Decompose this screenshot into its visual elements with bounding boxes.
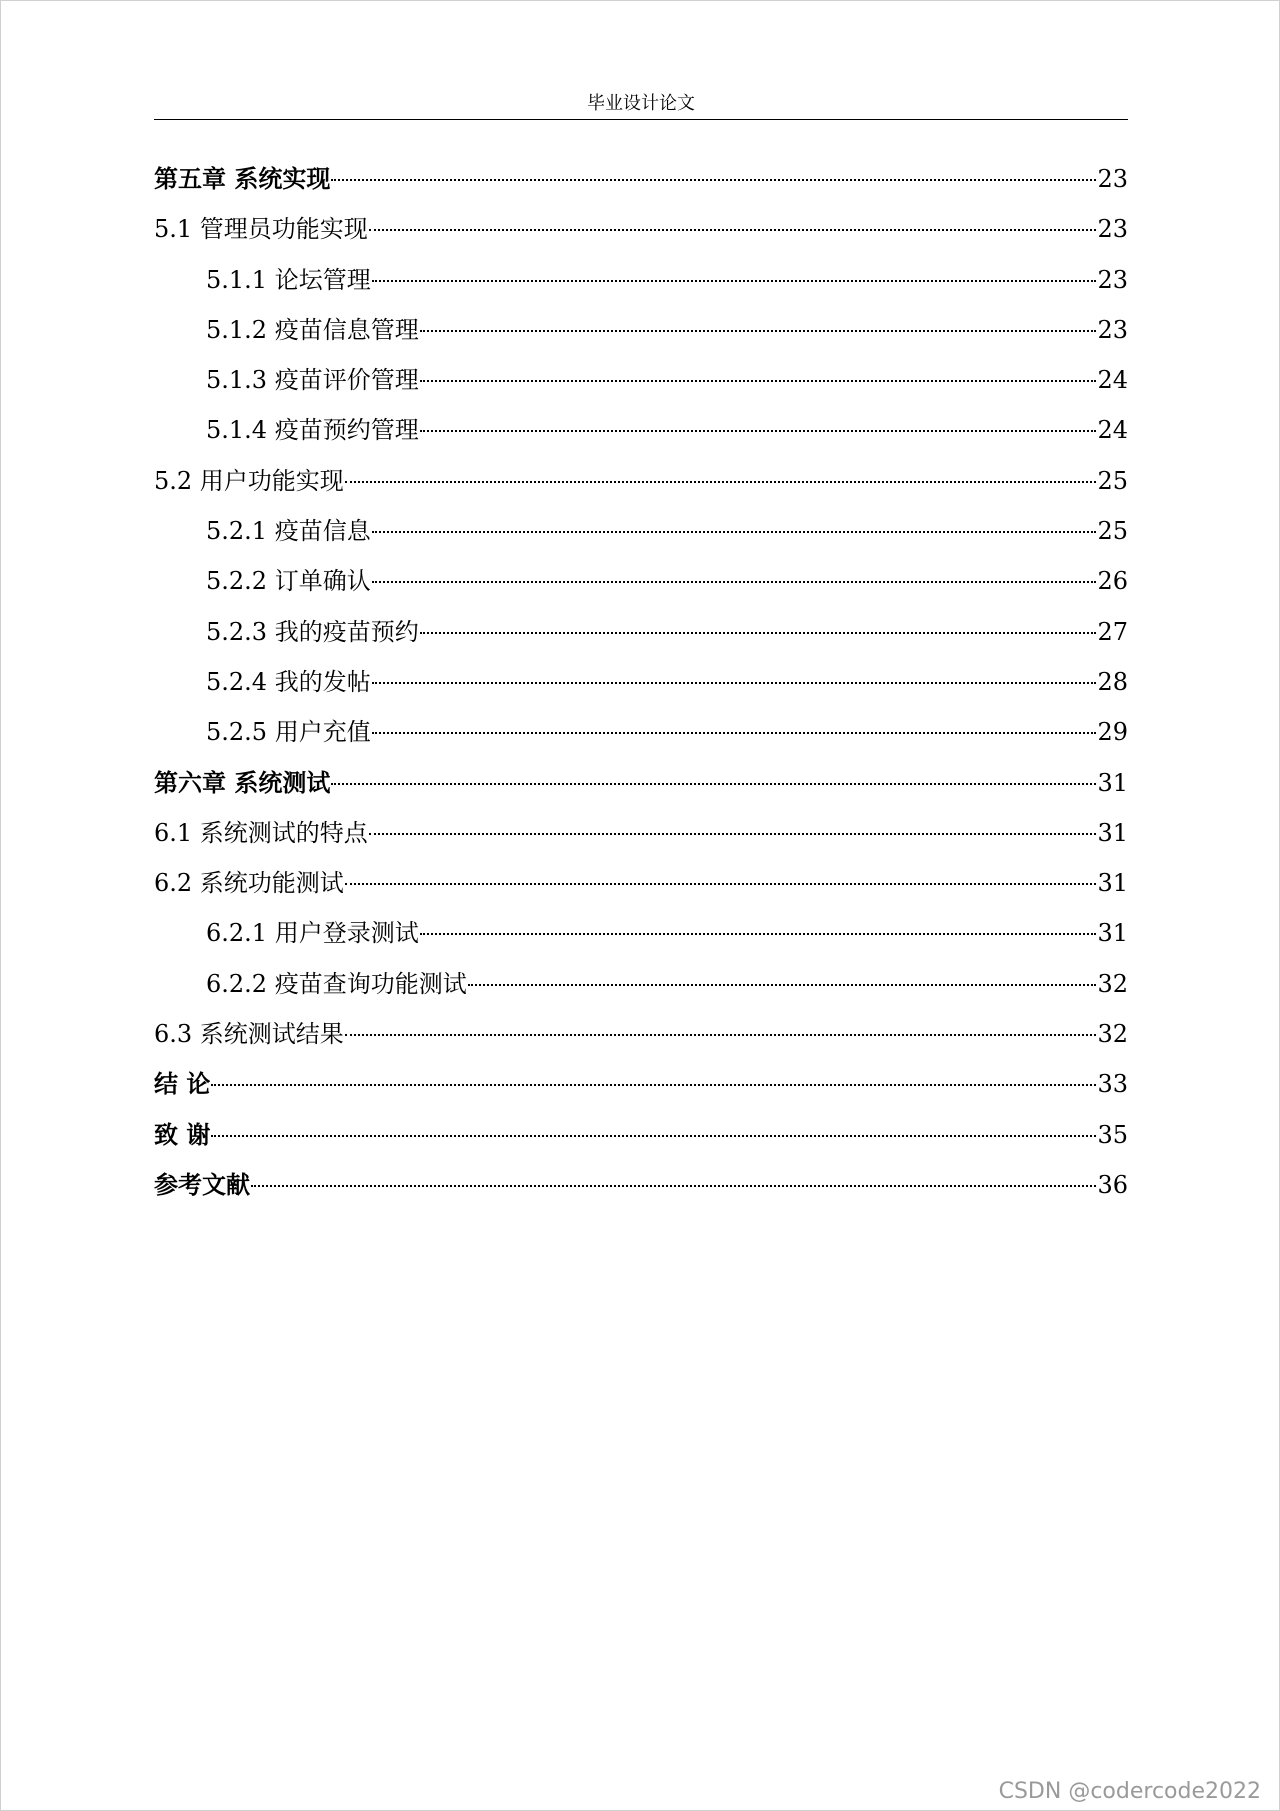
toc-entry-page: 36	[1097, 1170, 1128, 1199]
toc-entry-page: 32	[1097, 1020, 1128, 1049]
toc-entry-page: 26	[1097, 567, 1128, 596]
toc-entry[interactable]	[154, 1160, 1128, 1210]
toc-entry-title: 第五章 系统实现	[154, 164, 331, 193]
toc-entry-title: 5.2 用户功能实现	[154, 466, 344, 495]
toc-entry-title: 5.2.4 我的发帖	[206, 667, 371, 696]
toc-entry-page: 33	[1097, 1070, 1128, 1099]
toc-entry-title: 参考文献	[154, 1169, 250, 1199]
toc-entry-page: 23	[1097, 265, 1128, 294]
toc-dot-leader	[372, 530, 1097, 533]
toc-entry[interactable]	[154, 506, 1128, 556]
toc-dot-leader	[420, 631, 1097, 634]
toc-entry[interactable]	[154, 908, 1128, 958]
toc-dot-leader	[211, 1083, 1096, 1086]
toc-entry-page: 32	[1097, 969, 1128, 998]
toc-entry-page: 23	[1097, 215, 1128, 244]
toc-entry-title: 5.2.3 我的疫苗预约	[206, 617, 419, 646]
toc-entry[interactable]	[154, 355, 1128, 405]
toc-entry-page: 25	[1097, 466, 1128, 495]
toc-entry-title: 5.1.3 疫苗评价管理	[206, 366, 419, 395]
toc-entry[interactable]	[154, 405, 1128, 455]
toc-entry[interactable]	[154, 657, 1128, 707]
toc-dot-leader	[331, 782, 1096, 785]
toc-entry-title: 6.1 系统测试的特点	[154, 818, 368, 847]
toc-entry[interactable]	[154, 255, 1128, 305]
toc-dot-leader	[372, 731, 1097, 734]
toc-dot-leader	[345, 882, 1097, 885]
toc-entry-title: 5.2.5 用户充值	[206, 718, 371, 747]
toc-entry[interactable]	[154, 1009, 1128, 1059]
toc-entry-title: 5.1.4 疫苗预约管理	[206, 416, 419, 445]
toc-dot-leader	[369, 228, 1097, 231]
toc-entry-title: 5.2.1 疫苗信息	[206, 517, 371, 546]
toc-entry[interactable]	[154, 959, 1128, 1009]
toc-dot-leader	[372, 580, 1097, 583]
toc-entry-title: 致 谢	[154, 1119, 211, 1149]
toc-entry-page: 24	[1097, 366, 1128, 395]
toc-entry[interactable]	[154, 858, 1128, 908]
toc-entry-page: 23	[1097, 315, 1128, 344]
toc-entry-title: 6.3 系统测试结果	[154, 1020, 344, 1049]
toc-entry-page: 28	[1097, 667, 1128, 696]
toc-entry-title: 结 论	[154, 1069, 211, 1099]
page-header-title: 毕业设计论文	[587, 93, 695, 114]
toc-entry[interactable]	[154, 204, 1128, 254]
toc-entry-title: 6.2 系统功能测试	[154, 869, 344, 898]
header-rule	[154, 119, 1128, 120]
toc-entry-page: 31	[1097, 818, 1128, 847]
toc-entry[interactable]	[154, 456, 1128, 506]
toc-entry-page: 24	[1097, 416, 1128, 445]
toc-entry-page: 31	[1097, 869, 1128, 898]
toc-entry-title: 6.2.1 用户登录测试	[206, 919, 419, 948]
toc-entry[interactable]	[154, 1059, 1128, 1109]
toc-entry[interactable]	[154, 556, 1128, 606]
toc-entry-page: 31	[1097, 919, 1128, 948]
toc-dot-leader	[420, 932, 1097, 935]
toc-dot-leader	[369, 832, 1097, 835]
toc-entry-page: 35	[1097, 1120, 1128, 1149]
toc-dot-leader	[420, 329, 1097, 332]
toc-dot-leader	[468, 983, 1097, 986]
toc-dot-leader	[372, 681, 1097, 684]
toc-dot-leader	[372, 279, 1097, 282]
toc-dot-leader	[345, 1033, 1097, 1036]
toc-entry[interactable]	[154, 808, 1128, 858]
toc-dot-leader	[211, 1134, 1096, 1137]
toc-entry-page: 29	[1097, 718, 1128, 747]
toc-entry-page: 31	[1097, 768, 1128, 797]
toc-entry-title: 5.1 管理员功能实现	[154, 215, 368, 244]
toc-dot-leader	[345, 480, 1097, 483]
toc-entry[interactable]	[154, 758, 1128, 808]
toc-entry-title: 5.1.1 论坛管理	[206, 265, 371, 294]
toc-entry[interactable]	[154, 707, 1128, 757]
toc-dot-leader	[331, 178, 1096, 181]
toc-entry-title: 第六章 系统测试	[154, 767, 331, 797]
toc-entry-page: 27	[1097, 617, 1128, 646]
toc-entry[interactable]	[154, 305, 1128, 355]
toc-dot-leader	[420, 379, 1097, 382]
toc-entry-title: 6.2.2 疫苗查询功能测试	[206, 969, 467, 998]
toc-dot-leader	[251, 1184, 1096, 1187]
toc-dot-leader	[420, 429, 1097, 432]
toc-entry-title: 5.1.2 疫苗信息管理	[206, 315, 419, 344]
toc-entry-page: 25	[1097, 517, 1128, 546]
toc-entry[interactable]	[154, 1110, 1128, 1160]
toc-entry-page: 23	[1097, 165, 1128, 193]
toc-entry-title: 5.2.2 订单确认	[206, 567, 371, 596]
toc-entry[interactable]	[154, 154, 1128, 204]
table-of-contents	[154, 154, 1128, 1210]
watermark-text: CSDN @codercode2022	[998, 1779, 1261, 1804]
toc-entry[interactable]	[154, 607, 1128, 657]
